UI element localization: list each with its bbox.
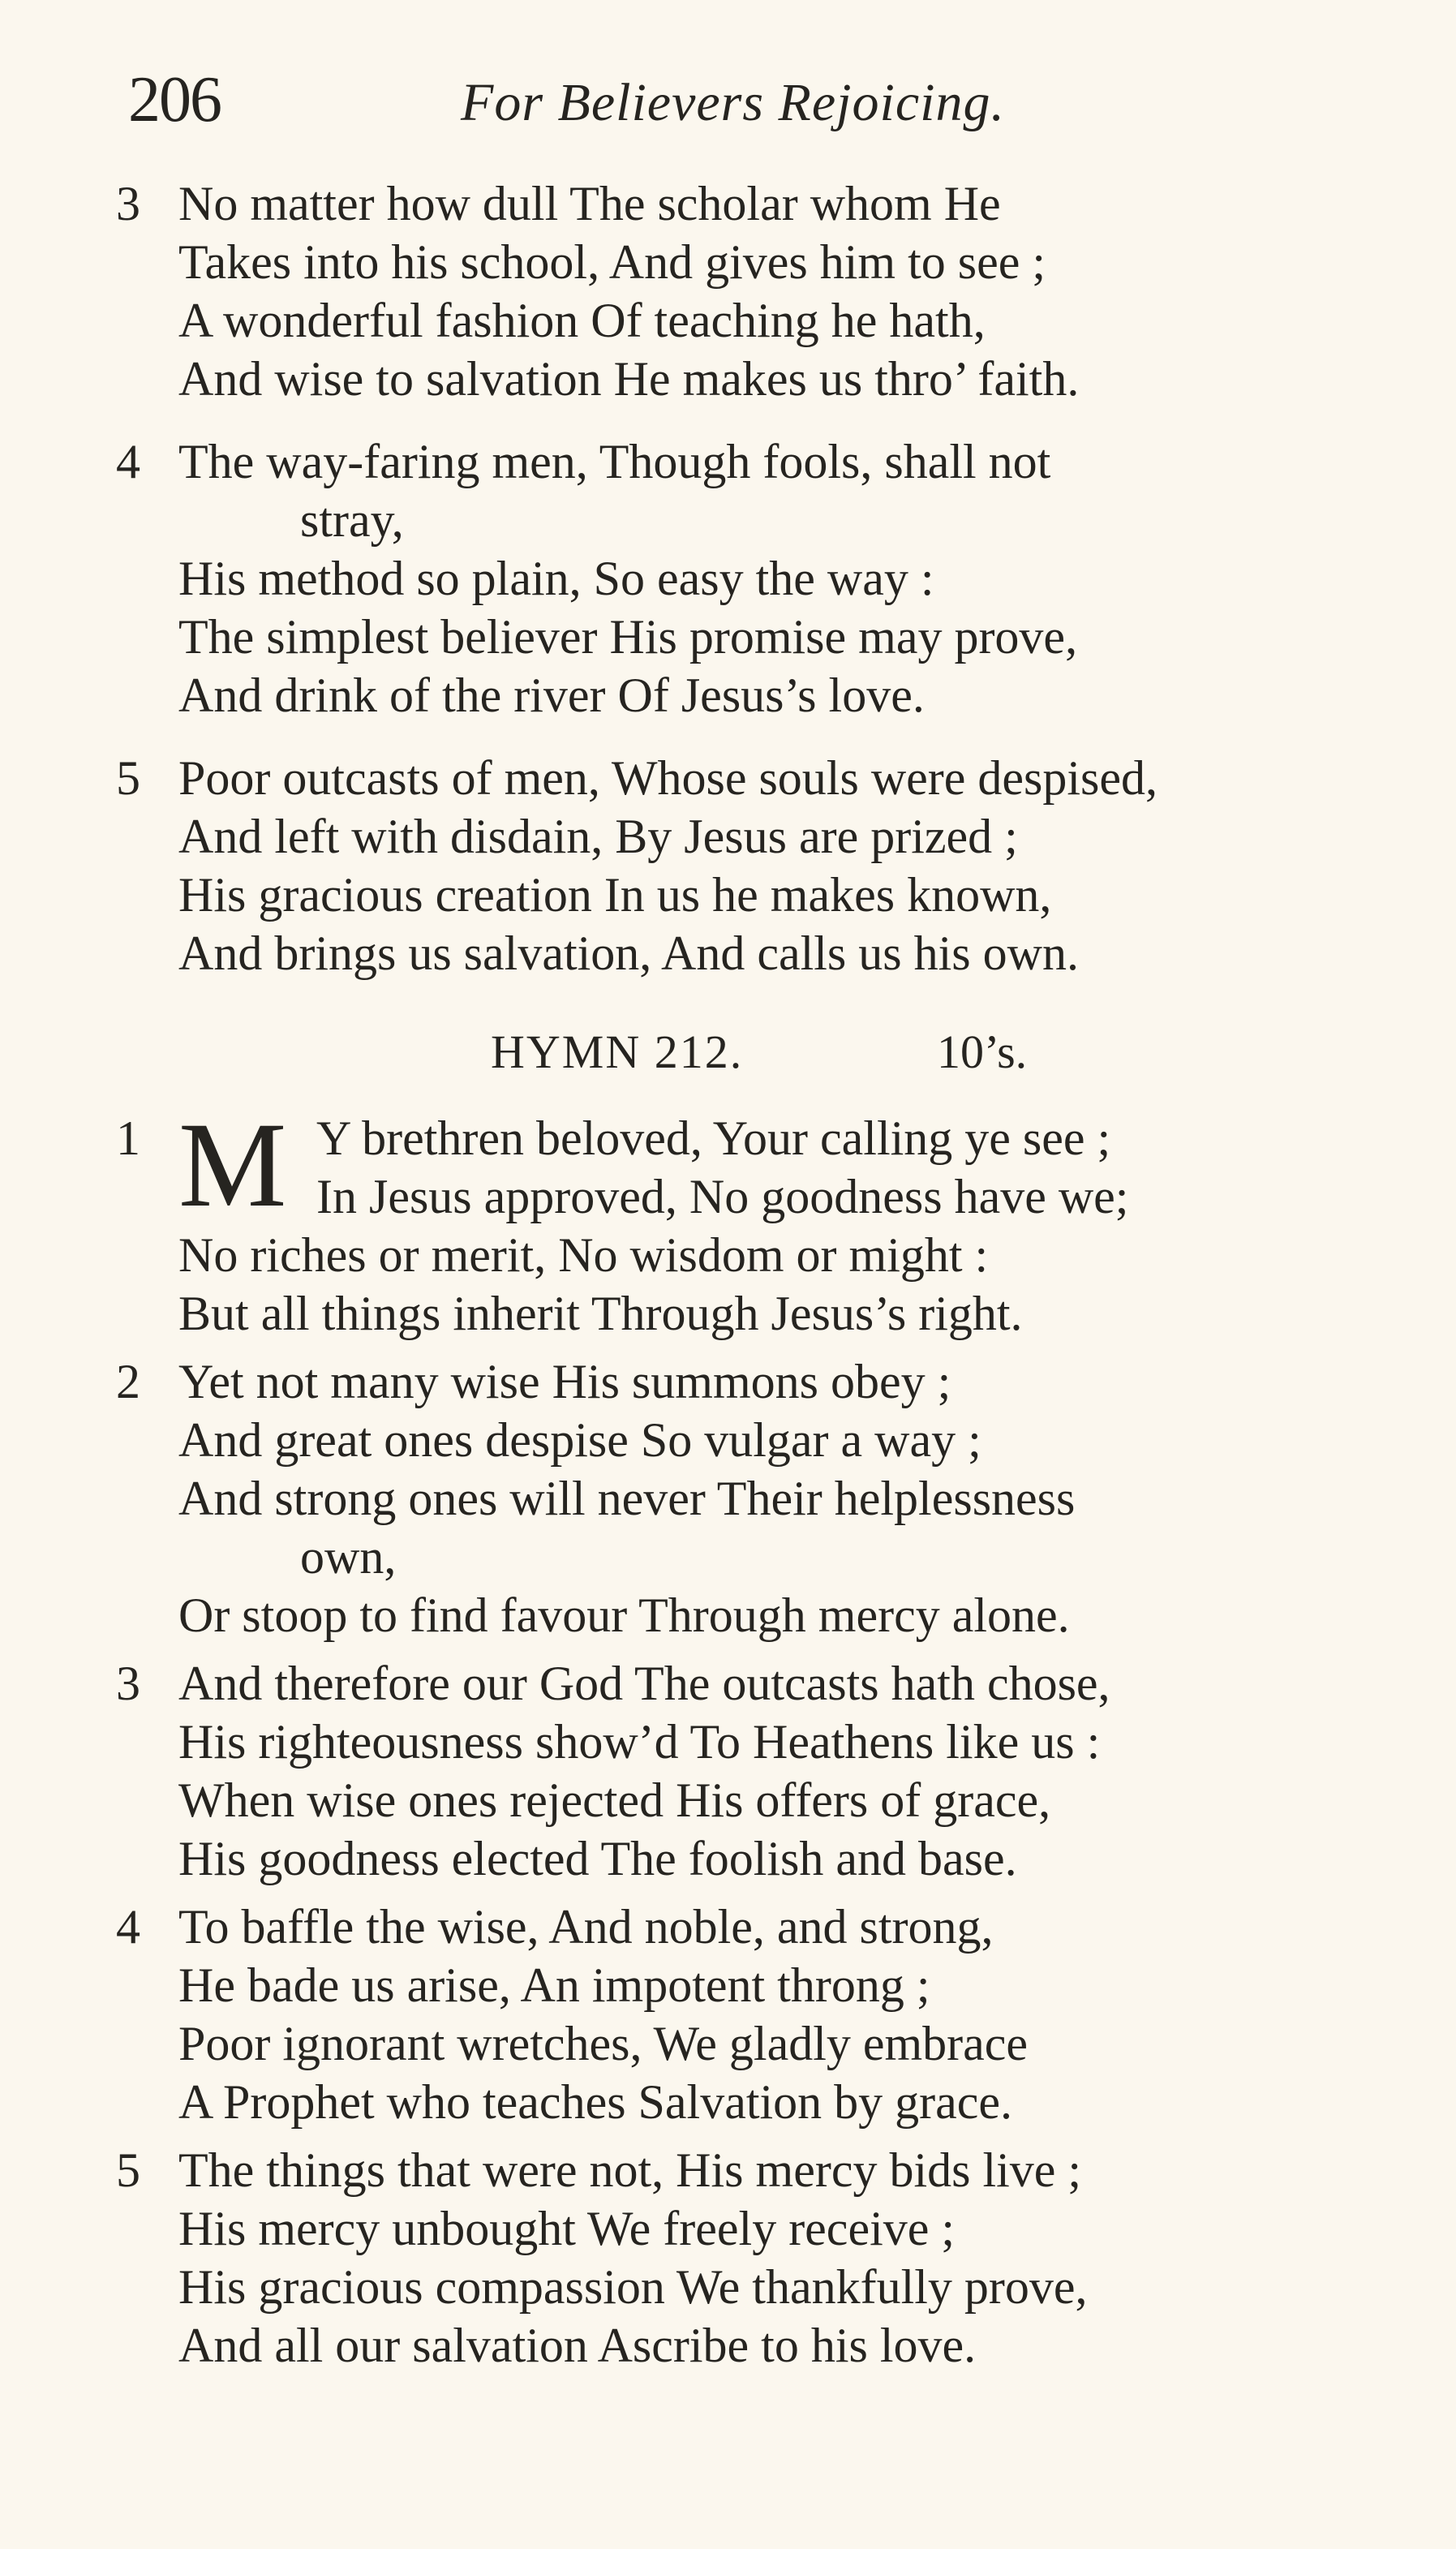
verse-number: 1	[116, 1111, 140, 1165]
verse-line: Poor ignorant wretches, We gladly embrace	[178, 2017, 1029, 2070]
page-header	[128, 63, 1426, 136]
verse-line: And great ones despise So vulgar a way ;	[178, 1413, 981, 1467]
verse-line: His gracious compassion We thankfully prove,	[178, 2260, 1088, 2314]
page-number: 206	[128, 64, 221, 135]
verse-line: To baffle the wise, And noble, and strong,	[178, 1900, 994, 1954]
verse-line: His mercy unbought We freely receive ;	[178, 2202, 956, 2255]
verse-line: A Prophet who teaches Salvation by grace.	[178, 2075, 1013, 2129]
verse-line: And therefore our God The outcasts hath chose,	[178, 1657, 1110, 1710]
verse-line: The way-faring men, Though fools, shall not	[178, 435, 1051, 488]
drop-cap: M	[178, 1098, 287, 1232]
stanza	[116, 1898, 1432, 2131]
verse-line: And strong ones will never Their helplessness	[178, 1472, 1076, 1525]
verse-line: Takes into his school, And gives him to see ;	[178, 235, 1046, 289]
verse-line: No matter how dull The scholar whom He	[178, 177, 1001, 230]
verse-line-continuation: own,	[300, 1530, 397, 1584]
verse-line: The simplest believer His promise may prove,	[178, 610, 1078, 664]
stanza	[116, 1098, 1432, 1343]
stanza	[116, 174, 1432, 408]
verse-number: 5	[116, 751, 140, 805]
verse-number: 3	[116, 177, 140, 230]
verse-line: His gracious creation In us he makes known,	[178, 868, 1052, 922]
verse-line: But all things inherit Through Jesus’s right.	[178, 1287, 1023, 1340]
verse-line: Yet not many wise His summons obey ;	[178, 1355, 951, 1408]
verse-line: His method so plain, So easy the way :	[178, 552, 934, 605]
verse-line: And brings us salvation, And calls us his own.	[178, 926, 1079, 980]
verse-number: 4	[116, 1900, 140, 1954]
verse-line: His righteousness show’d To Heathens like us :	[178, 1715, 1101, 1769]
hymn-text	[116, 174, 1432, 2384]
verse-line: Y brethren beloved, Your calling ye see ;	[316, 1111, 1111, 1165]
hymn-heading	[178, 1017, 1432, 1094]
verse-line: No riches or merit, No wisdom or might :	[178, 1228, 989, 1282]
verse-number: 5	[116, 2143, 140, 2197]
stanza	[116, 2141, 1432, 2375]
stanza	[116, 432, 1432, 724]
verse-line-continuation: stray,	[300, 493, 404, 547]
hymn-meter: 10’s.	[937, 1025, 1028, 1078]
verse-line: When wise ones rejected His offers of grace,	[178, 1773, 1051, 1827]
stanza	[116, 749, 1432, 982]
verse-line: A wonderful fashion Of teaching he hath,	[178, 294, 986, 347]
verse-number: 3	[116, 1657, 140, 1710]
running-title: For Believers Rejoicing.	[461, 73, 1005, 132]
verse-line: And all our salvation Ascribe to his love.	[178, 2319, 977, 2372]
stanza	[116, 1352, 1432, 1644]
verse-line: And wise to salvation He makes us thro’ faith.	[178, 352, 1080, 406]
verse-number: 2	[116, 1355, 140, 1408]
verse-line: He bade us arise, An impotent throng ;	[178, 1958, 930, 2012]
verse-line: Or stoop to find favour Through mercy alone.	[178, 1588, 1070, 1642]
hymn-title: HYMN 212.	[491, 1025, 744, 1078]
verse-line: In Jesus approved, No goodness have we;	[316, 1170, 1129, 1223]
verse-line: Poor outcasts of men, Whose souls were despised,	[178, 751, 1158, 805]
verse-number: 4	[116, 435, 140, 488]
verse-line: His goodness elected The foolish and base.	[178, 1832, 1017, 1885]
verse-line: And drink of the river Of Jesus’s love.	[178, 668, 925, 722]
verse-line: The things that were not, His mercy bids live ;	[178, 2143, 1082, 2197]
verse-line: And left with disdain, By Jesus are prized ;	[178, 810, 1018, 863]
stanza	[116, 1654, 1432, 1888]
